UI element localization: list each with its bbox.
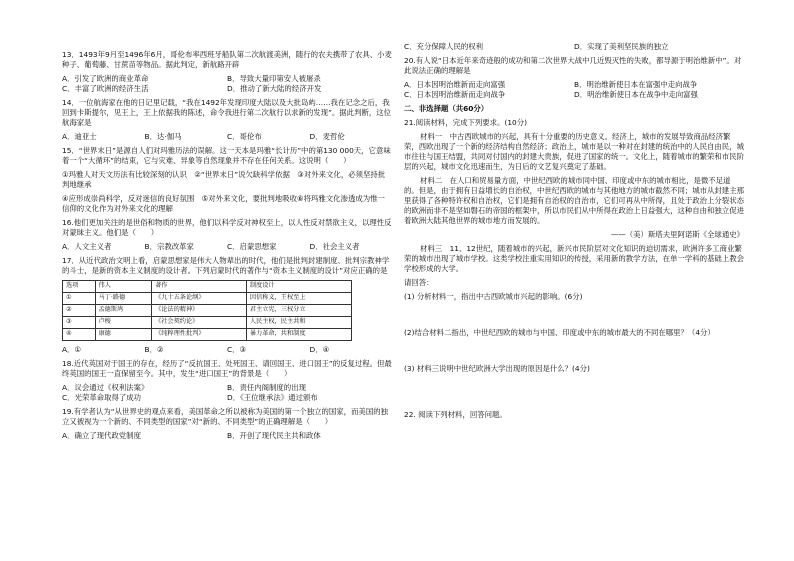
q21-material-3: 材料三 11、12世纪，随着城市的兴起，新兴市民阶层对文化知识的迫切需求，欧洲许多工商业繁荣的城市出现了城市学校。这类学校注重实用知识的传授，采用新的教学方法，在单一学科的基础上教会学校形成的大学。 <box>404 243 744 273</box>
q18-stem: 18.近代英国对于国王的存在，经历了“反抗国王、处死国王、请回国王、进口国王”的反复过程。但最终英国的国王一直保留至今。其中，发生“进口国王”的背景是（ ） <box>62 358 392 378</box>
q15-stem: 15．“世界末日”是源自人们对玛雅历法的误解。这一天本是玛雅“长计历”中的第130 000天，它意味着一个“大循环”的结束，它与灾难、异象等自然现象并不存在任何关系。这说明（ ） <box>62 145 391 165</box>
q13-option-b[interactable]: B．导致大量印第安人被屠杀 <box>227 73 321 83</box>
table-row <box>63 292 352 304</box>
table-cell: 人民主权，民主共和 <box>246 316 351 328</box>
q20-option-d[interactable]: D．明治维新使日本在战争中走向富强 <box>574 89 698 99</box>
q19-option-a[interactable]: A．确立了现代政党制度 <box>62 430 141 440</box>
q17-options <box>62 345 392 355</box>
q16-option-a[interactable]: A．人文主义者 <box>62 241 112 251</box>
q21-ask: 请回答： <box>404 277 434 287</box>
table-header-row <box>63 280 352 292</box>
q19-options-cont <box>404 42 744 52</box>
table-header: 伟人 <box>95 280 152 292</box>
table-cell: 《社会契约论》 <box>152 316 247 328</box>
q20-option-c[interactable]: C．日本因明治维新而走向战争 <box>404 89 506 99</box>
q16-option-b[interactable]: B．宗教改革家 <box>144 241 194 251</box>
q21-material-1: 材料一 中古西欧城市的兴起，具有十分重要的历史意义。经济上，城市的发展导致商品经济繁荣，西欧出现了一个新的经济结构自然经济；政治上，城市是以一种对在封建的统治中的人民自由民，城市往往与国王结盟，共同对付国内的封建大贵族，促进了国家的统一。文化上，随着城市的繁荣和市民阶层的兴起，城市文化迅速而生，为日后的文艺复兴奠定了基础。 <box>404 131 744 171</box>
q14-options <box>62 132 392 142</box>
q21-stem: 21.阅读材料，完成下列要求。(10分) <box>404 117 528 127</box>
answer-space[interactable] <box>404 378 744 410</box>
q18-option-c[interactable]: C．光荣革命取得了成功 <box>62 392 142 402</box>
table-cell: ② <box>63 304 96 316</box>
q16-options <box>62 242 392 252</box>
q17-option-b[interactable]: B．② <box>144 344 164 354</box>
q17-table <box>62 280 352 341</box>
q14-option-c[interactable]: C．哥伦布 <box>227 131 262 141</box>
table-cell: ③ <box>63 316 96 328</box>
q13-stem: 13．1493年9月至1496年6月，哥伦布率西班牙船队第二次航渡美洲，随行的农夫携带了农具、小麦种子、葡萄藤、甘蔗苗等物品。据此判定，新航路开辟 <box>62 50 392 69</box>
table-row <box>63 328 352 340</box>
table-cell: ④ <box>63 328 96 340</box>
q17-option-c[interactable]: C．③ <box>227 344 247 354</box>
table-cell: 《九十五条论纲》 <box>152 292 247 304</box>
q19-options <box>62 431 392 441</box>
q14-option-d[interactable]: D．麦哲伦 <box>309 131 345 141</box>
q14-option-a[interactable]: A．迪亚士 <box>62 131 97 141</box>
q20-option-b[interactable]: B．明治维新使日本在富强中走向战争 <box>574 79 698 89</box>
q20-options <box>404 80 744 100</box>
q15-statements: ①玛雅人对天文历法有比较深刻的认识 ②“世界末日”说欠缺科学依据 ③对外来文化，必须坚持批判地继承 <box>62 169 386 189</box>
table-header: 著作 <box>152 280 247 292</box>
q20-option-a[interactable]: A．日本因明治维新而走向富强 <box>404 79 506 89</box>
q13-options <box>62 74 392 94</box>
q21-subquestion-3: (3) 材料三说明中世纪欧洲大学出现的原因是什么？(4分) <box>404 363 590 373</box>
q18-option-a[interactable]: A．议会通过《权利法案》 <box>62 382 149 392</box>
q15-statements-2: ④应形成崇尚科学，反对迷信的良好氛围 ⑤对外来文化，要批判地吸收⑥将玛雅文化渗透成为惟一信仰的文化作为对外来文化的理解 <box>62 193 385 213</box>
table-cell: ① <box>63 292 96 304</box>
table-cell: 马丁·路德 <box>95 292 152 304</box>
table-cell: 康德 <box>95 328 152 340</box>
q19-option-d[interactable]: D．实现了美利坚民族的独立 <box>574 42 669 51</box>
answer-space[interactable] <box>404 342 744 364</box>
q13-option-c[interactable]: C．丰富了欧洲的经济生活 <box>62 83 149 93</box>
q13-option-d[interactable]: D．推动了新大陆的经济开发 <box>227 83 322 93</box>
table-cell: 君主立宪，三权分立 <box>246 304 351 316</box>
table-row <box>63 304 352 316</box>
q20-stem: 20.有人说“日本近年来奇迹般的成功和第二次世界大战中几近毁灭性的失败，都导源于明治维新中”。对此说法正确的理解是 <box>404 55 742 75</box>
q21-subquestion-1: (1) 分析材料一，指出中古西欧城市兴起的影响。(6分) <box>404 291 583 301</box>
q13-option-a[interactable]: A．引发了欧洲的商业革命 <box>62 73 149 83</box>
q14-stem: 14．一位航海家在他的日记里记载，“我在1492年发现印度大陆以及大批岛屿……我在记念之后，我回到卡斯提尔，见王上，王上依据我的陈述，命令我进行第二次航行以求新的发现”。据此判断，这位航海家是 <box>62 97 392 127</box>
q16-stem: 16.他们更加关注的是世俗和物质的世界，他们以科学反对神权至上，以人性反对禁欲主义，以理性反对蒙昧主义。他们是（ ） <box>62 217 392 237</box>
left-column <box>62 50 392 445</box>
q18-option-d[interactable]: D．《王位继承法》通过颁布 <box>227 392 318 402</box>
section-heading: 二、非选择题（共60分） <box>404 103 489 113</box>
table-row <box>63 316 352 328</box>
q18-options <box>62 383 392 403</box>
q17-option-a[interactable]: A．① <box>62 344 82 354</box>
answer-space[interactable] <box>404 306 744 328</box>
table-cell: 因信称义，王权至上 <box>246 292 351 304</box>
q14-option-b[interactable]: B．达·伽马 <box>144 131 182 141</box>
q21-material-2: 材料二 在人口和贸易量方面，中世纪西欧的城市同中国、印度或中东的城市相比，是微不足道的。但是，由于拥有日益增长的自治权，中世纪西欧的城市与其他地方的城市截然不同；城市从封建主那里获得了各种特许权和自治权，它们是拥有自治权的自治市，它们可再从中所得，且处于政治上分裂状态的欧洲而非不是坚如磐石的帝国的框架中，所以市民们从中所得在政治上日益强大，这种自由和独立促进着欧洲大陆其他世界的城市地方而发展的。 <box>404 175 744 225</box>
q19-stem: 19.有学者认为“从世界史的观点来看，美国革命之所以被称为美国的第一个独立的国家，而美国的独立又被视为一个新的、不同类型的国家”对“新的、不同类型”的正确理解是（ ） <box>62 406 388 426</box>
table-cell: 卢梭 <box>95 316 152 328</box>
q16-option-c[interactable]: C．启蒙思想家 <box>227 241 277 251</box>
q21-material-2-source: ——（美）斯塔夫里阿诺斯《全球通史》 <box>610 229 744 239</box>
q21-subquestion-2: (2)结合材料二指出，中世纪西欧的城市与中国、印度或中东的城市最大的不同在哪里？（4分） <box>404 327 715 337</box>
q17-option-d[interactable]: D．④ <box>309 344 330 354</box>
table-cell: 《纯粹理性批判》 <box>152 328 247 340</box>
table-cell: 孟德斯鸠 <box>95 304 152 316</box>
table-cell: 《论法的精神》 <box>152 304 247 316</box>
table-header: 选项 <box>63 280 96 292</box>
right-column <box>404 42 744 424</box>
q22-stem: 22. 阅读下列材料，回答问题。 <box>404 409 507 419</box>
q17-stem: 17．从近代政治文明上看，启蒙思想家是伟大人物辈出的时代，他们是批判封建制度、批判宗教神学的斗士，是新的资本主义制度的设计者。下列启蒙时代的著作与“资本主义制度的设计”对应正确的是 <box>62 255 390 275</box>
table-cell: 暴力革命，共和制度 <box>246 328 351 340</box>
q19-option-c[interactable]: C．充分保障人民的权利 <box>404 42 484 51</box>
q19-option-b[interactable]: B．开创了现代民主共和政体 <box>227 430 321 440</box>
table-header: 制度设计 <box>246 280 351 292</box>
q18-option-b[interactable]: B．责任内阁制度的出现 <box>227 382 306 392</box>
q16-option-d[interactable]: D．社会主义者 <box>309 241 360 251</box>
